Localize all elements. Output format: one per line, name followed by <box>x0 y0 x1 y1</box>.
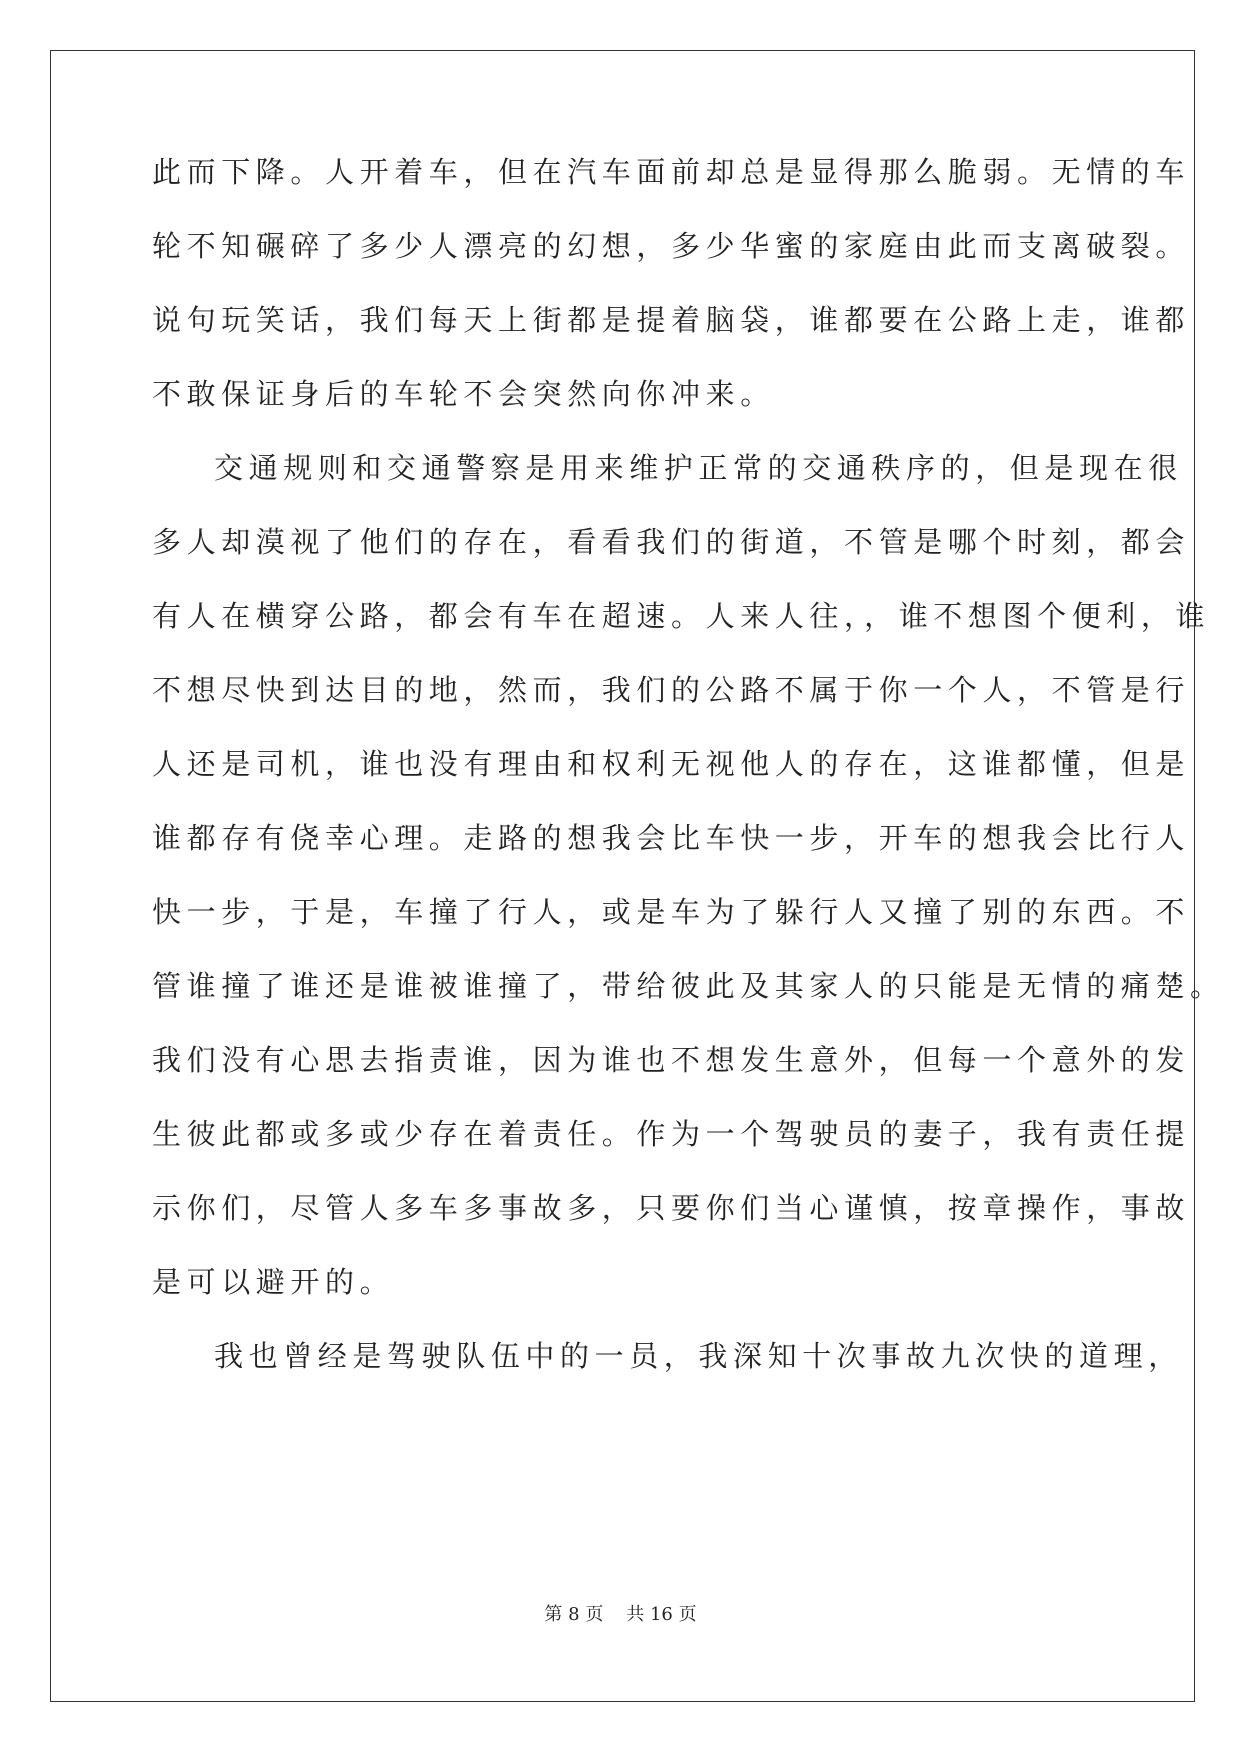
page-footer <box>0 1603 1241 1627</box>
text-line: 此而下降。人开着车，但在汽车面前却总是显得那么脆弱。无情的车 <box>152 155 1191 189</box>
text-line: 我们没有心思去指责谁，因为谁也不想发生意外，但每一个意外的发 <box>152 1043 1191 1077</box>
text-line: 是可以避开的。 <box>152 1265 395 1299</box>
page-number: 第 8 页 <box>544 1604 604 1625</box>
text-line: 谁都存有侥幸心理。走路的想我会比车快一步，开车的想我会比行人 <box>152 821 1191 855</box>
paragraph-first-line: 我也曾经是驾驶队伍中的一员，我深知十次事故九次快的道理， <box>214 1339 1183 1373</box>
text-line: 示你们，尽管人多车多事故多，只要你们当心谨慎，按章操作，事故 <box>152 1191 1191 1225</box>
text-line: 有人在横穿公路，都会有车在超速。人来人往，，谁不想图个便利，谁 <box>152 599 1211 633</box>
text-line: 管谁撞了谁还是谁被谁撞了，带给彼此及其家人的只能是无情的痛楚。 <box>152 969 1225 1003</box>
text-line: 不想尽快到达目的地，然而，我们的公路不属于你一个人，不管是行 <box>152 673 1191 707</box>
text-line: 轮不知碾碎了多少人漂亮的幻想，多少华蜜的家庭由此而支离破裂。 <box>152 229 1191 263</box>
text-line: 多人却漠视了他们的存在，看看我们的街道，不管是哪个时刻，都会 <box>152 525 1191 559</box>
text-line: 说句玩笑话，我们每天上街都是提着脑袋，谁都要在公路上走，谁都 <box>152 303 1191 337</box>
text-line: 人还是司机，谁也没有理由和权利无视他人的存在，这谁都懂，但是 <box>152 747 1191 781</box>
paragraph-first-line: 交通规则和交通警察是用来维护正常的交通秩序的，但是现在很 <box>214 451 1183 485</box>
text-line: 生彼此都或多或少存在着责任。作为一个驾驶员的妻子，我有责任提 <box>152 1117 1191 1151</box>
page-border <box>50 50 1195 1702</box>
page-total: 共 16 页 <box>626 1604 697 1625</box>
text-line: 快一步，于是，车撞了行人，或是车为了躲行人又撞了别的东西。不 <box>152 895 1191 929</box>
text-line: 不敢保证身后的车轮不会突然向你冲来。 <box>152 377 775 411</box>
